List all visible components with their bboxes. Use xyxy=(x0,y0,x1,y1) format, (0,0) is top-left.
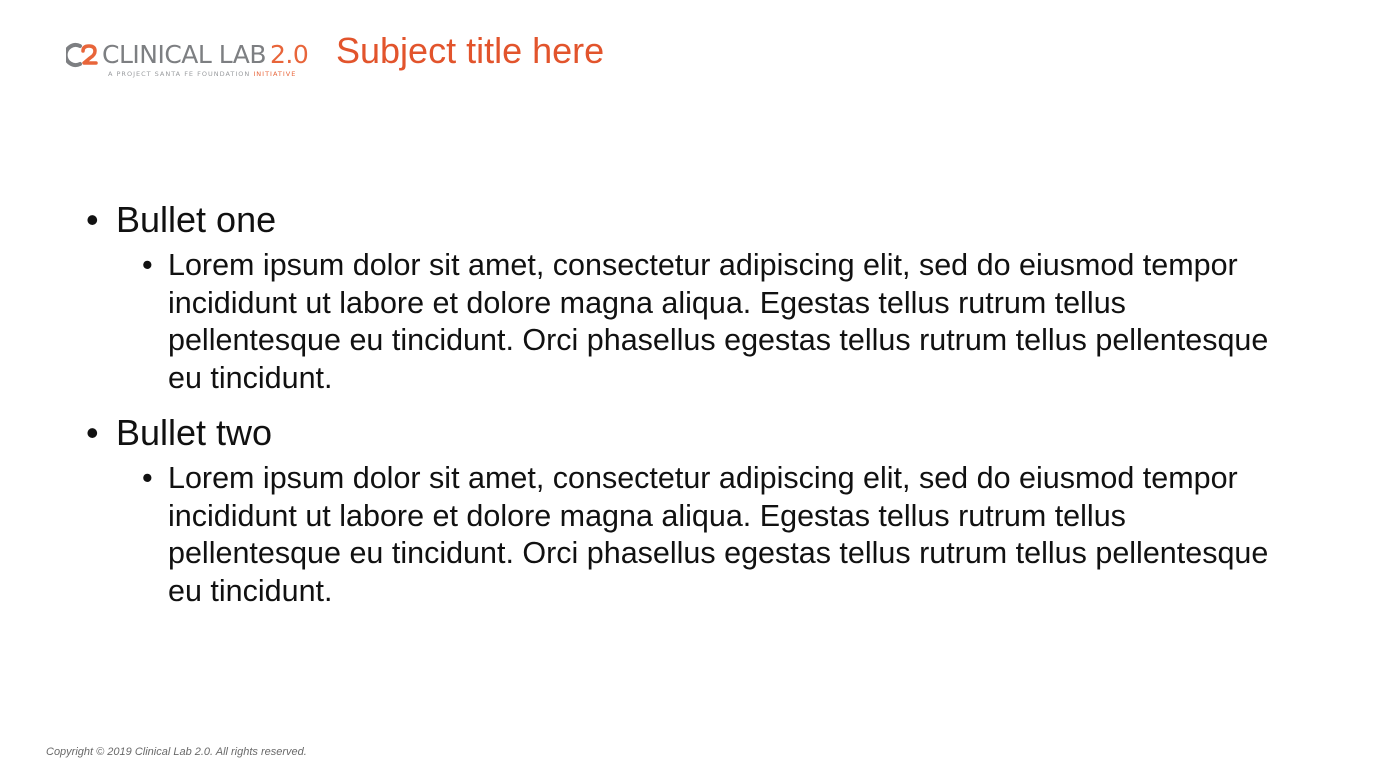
logo-wordmark-text: CLINICAL LAB xyxy=(102,40,267,69)
logo-tagline-main: A PROJECT SANTA FE FOUNDATION xyxy=(108,70,251,78)
slide-title: Subject title here xyxy=(336,30,605,71)
sub-bullet-dot-icon: • xyxy=(142,461,153,495)
bullet-group-two xyxy=(86,411,1316,610)
logo-tagline xyxy=(108,70,296,78)
bullet-label: Bullet one xyxy=(116,199,277,240)
sub-bullet-item xyxy=(142,460,1293,610)
sub-bullet-text: Lorem ipsum dolor sit amet, consectetur adipiscing elit, sed do eiusmod tempor incididunt ut labore et dolore magna aliqua. Egestas tellus rutrum tellus pellentesque eu tincidunt. Orci phasellus egestas tellus rutrum tellus pellentesque eu tincidunt. xyxy=(168,461,1269,608)
clinical-lab-logo xyxy=(66,36,326,84)
copyright-footer: Copyright © 2019 Clinical Lab 2.0. All rights reserved. xyxy=(46,746,307,758)
logo-tagline-accent: INITIATIVE xyxy=(253,70,297,78)
sub-bullet-dot-icon: • xyxy=(142,248,153,282)
bullet-item xyxy=(86,411,1316,455)
bullet-dot-icon: • xyxy=(86,199,99,240)
logo-wordmark xyxy=(102,40,308,70)
bullet-label: Bullet two xyxy=(116,412,273,453)
sub-bullet-item xyxy=(142,247,1293,397)
logo-version: 2.0 xyxy=(270,40,309,69)
bullet-group-one xyxy=(86,198,1316,397)
bullet-list xyxy=(86,198,1316,610)
clinical-lab-logo-mark-icon xyxy=(66,42,100,68)
bullet-item xyxy=(86,198,1316,242)
sub-bullet-text: Lorem ipsum dolor sit amet, consectetur adipiscing elit, sed do eiusmod tempor incididunt ut labore et dolore magna aliqua. Egestas tellus rutrum tellus pellentesque eu tincidunt. Orci phasellus egestas tellus rutrum tellus pellentesque eu tincidunt. xyxy=(168,248,1269,395)
bullet-dot-icon: • xyxy=(86,412,99,453)
